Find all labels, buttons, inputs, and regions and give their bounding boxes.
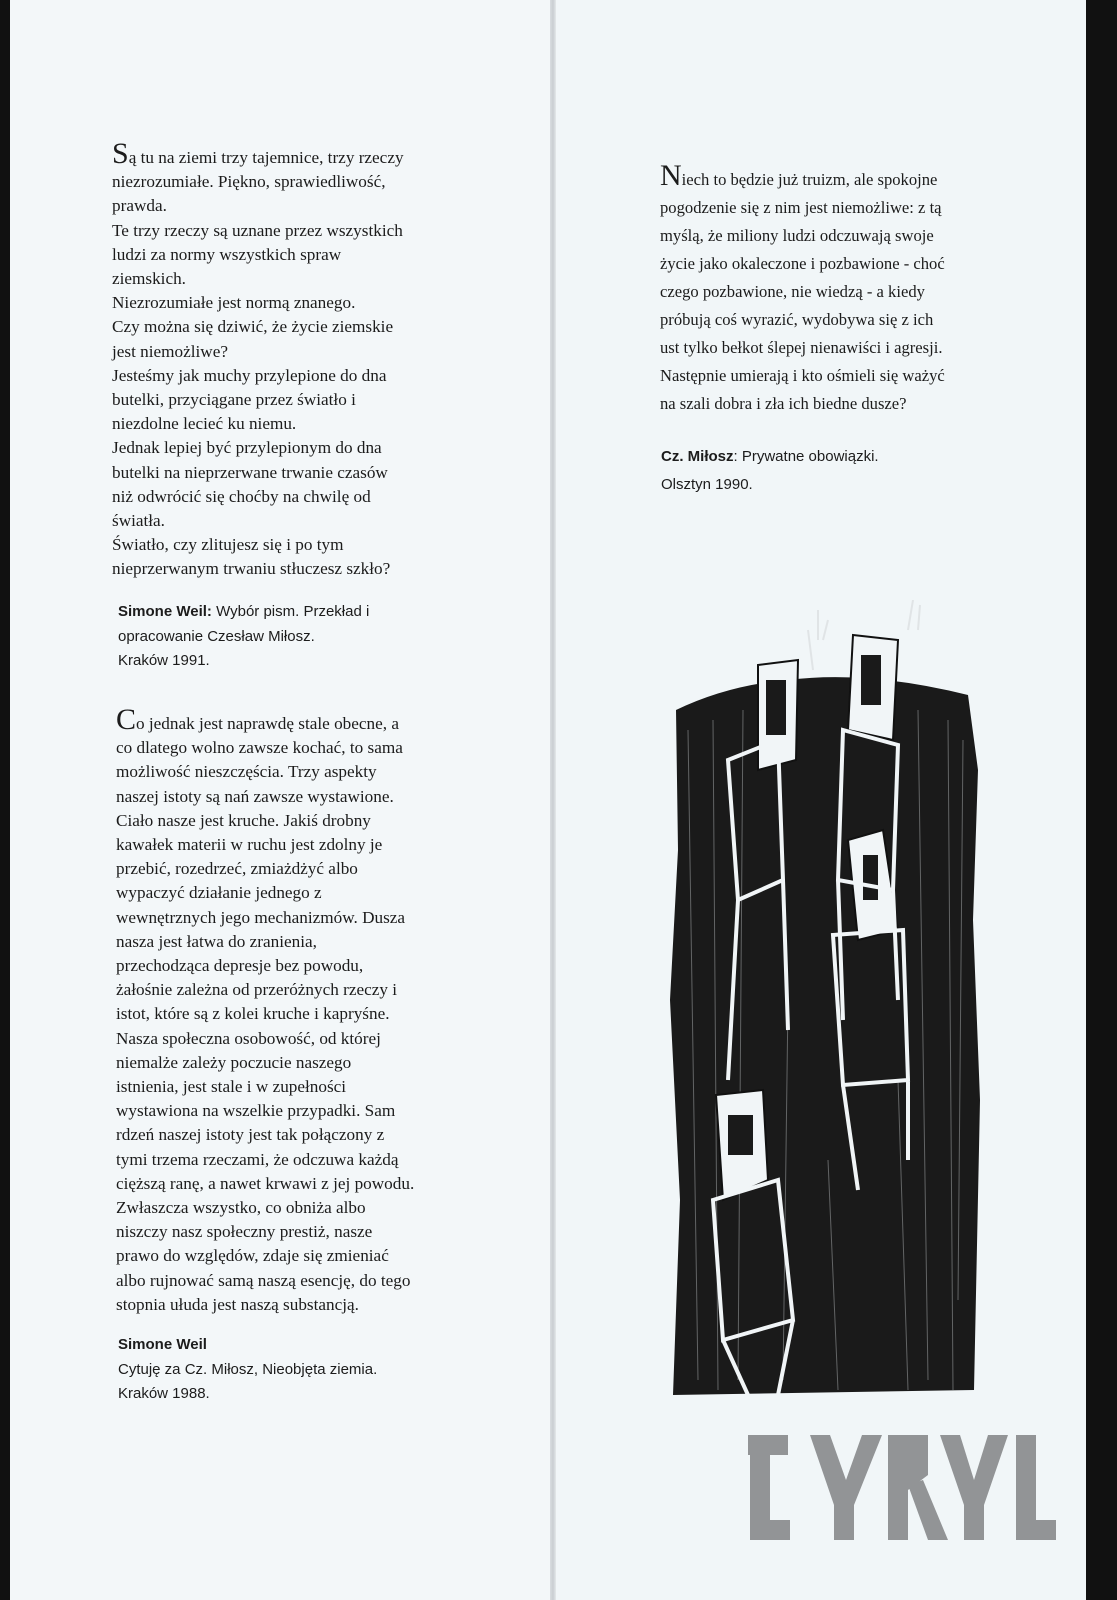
text-line: Następnie umierają i kto ośmieli się ważyć — [660, 366, 945, 385]
text-line — [660, 159, 945, 194]
text-line: istot, które są z kolei kruche i kapryśne. — [116, 1004, 390, 1024]
text-line: próbują coś wyrazić, wydobywa się z ich — [660, 310, 934, 329]
citation-line: Kraków 1991. — [118, 652, 210, 669]
citation-line: opracowanie Czesław Miłosz. — [118, 627, 315, 645]
text-line: przebić, rozedrzeć, zmiażdżyć albo — [116, 859, 358, 879]
text-line: kawałek materii w ruchu jest zdolny je — [116, 835, 383, 855]
citation-milosz — [661, 443, 879, 499]
text-line: możliwość nieszczęścia. Trzy aspekty — [116, 762, 377, 782]
text-line: myślą, że miliony ludzi odczuwają swoje — [660, 226, 934, 245]
citation-author: Simone Weil: — [118, 603, 212, 620]
text-line: niezdolne lecieć ku niemu. — [112, 414, 297, 434]
text-line: wypaczyć działanie jednego z — [116, 883, 322, 903]
text-line: Te trzy rzeczy są uznane przez wszystkich — [112, 220, 403, 240]
citation-weil-2 — [118, 1333, 377, 1407]
text-line: Czy można się dziwić, że życie ziemskie — [112, 317, 394, 337]
text-line: prawda. — [112, 196, 167, 216]
citation-line: Olsztyn 1990. — [661, 476, 753, 493]
drop-cap: N — [660, 159, 682, 192]
text-line: co dlatego wolno zawsze kochać, to sama — [116, 738, 403, 758]
text-line: Zwłaszcza wszystko, co obniża albo — [116, 1198, 366, 1218]
drop-cap: S — [112, 137, 129, 170]
citation-author: Simone Weil — [118, 1336, 207, 1353]
citation-line: Kraków 1988. — [118, 1385, 210, 1402]
text-line: stopnia ułuda jest naszą substancją. — [116, 1294, 359, 1314]
text-line: niż odwrócić się choćby na chwilę od — [112, 486, 371, 506]
text-line: Jednak lepiej być przylepionym do dna — [112, 438, 382, 458]
text-line: życie jako okaleczone i pozbawione - choć — [660, 254, 945, 273]
passage-weil-1 — [112, 137, 404, 582]
text-line: wewnętrznych jego mechanizmów. Dusza — [116, 907, 406, 927]
text-line: albo rujnować samą naszą esencję, do tego — [116, 1270, 411, 1290]
text-line: ludzi za normy wszystkich spraw — [112, 244, 342, 264]
chairs-illustration — [668, 600, 983, 1400]
drop-cap: C — [116, 703, 137, 736]
passage-weil-2 — [116, 703, 415, 1317]
text-line: na szali dobra i zła ich biedne dusze? — [660, 394, 907, 413]
text-line: Światło, czy zlitujesz się i po tym — [112, 535, 344, 555]
text-line: nieprzerwanym trwaniu stłuczesz szkło? — [112, 559, 391, 579]
citation-title: Wybór pism. Przekład i — [211, 603, 370, 620]
text-line: ziemskich. — [112, 269, 186, 289]
passage-milosz — [660, 159, 945, 418]
text-line: tymi trzema rzeczami, że odczuwa każdą — [116, 1149, 399, 1169]
text-line: rdzeń naszej istoty jest tak połączony z — [116, 1125, 385, 1145]
text-line: prawo do względów, zdaje się zmieniać — [116, 1246, 389, 1266]
text-line: naszej istoty są nań zawsze wystawione. — [116, 786, 394, 806]
lyryl-logo — [728, 1395, 1058, 1545]
text-line: ust tylko bełkot ślepej nienawiści i agresji. — [660, 338, 943, 357]
text-line: Niezrozumiałe jest normą znanego. — [112, 293, 356, 313]
text-line-rest: o jednak jest naprawdę stale obecne, a — [136, 714, 399, 733]
text-line — [116, 703, 414, 736]
text-line: cięższą ranę, a nawet krwawi z jej powodu. — [116, 1173, 415, 1193]
text-line: niszczy nasz społeczny prestiż, nasze — [116, 1222, 373, 1242]
text-line-rest: iech to będzie już truizm, ale spokojne — [681, 170, 938, 189]
citation-title: : Prywatne obowiązki. — [733, 448, 879, 465]
text-line: przechodząca depresje bez powodu, — [116, 956, 364, 976]
text-line-rest: ą tu na ziemi trzy tajemnice, trzy rzeczy — [128, 148, 404, 167]
citation-author: Cz. Miłosz — [661, 448, 734, 465]
text-line: Nasza społeczna osobowość, od której — [116, 1028, 381, 1048]
text-line: żałośnie zależna od przeróżnych rzeczy i — [116, 980, 398, 1000]
text-line: czego pozbawione, nie wiedzą - a kiedy — [660, 282, 925, 301]
text-line: butelki na nieprzerwane trwanie czasów — [112, 462, 388, 482]
text-line: wystawiona na wszelkie przypadki. Sam — [116, 1101, 396, 1121]
text-line: jest niemożliwe? — [112, 341, 228, 361]
text-line: niezrozumiałe. Piękno, sprawiedliwość, — [112, 172, 386, 192]
text-line: nasza jest łatwa do zranienia, — [116, 931, 317, 951]
text-line: butelki, przyciągane przez światło i — [112, 390, 356, 410]
citation-weil-1 — [118, 600, 369, 674]
text-line: pogodzenie się z nim jest niemożliwe: z tą — [660, 198, 942, 217]
text-line: istnienia, jest stale i w zupełności — [116, 1077, 347, 1097]
text-line: Ciało nasze jest kruche. Jakiś drobny — [116, 810, 371, 830]
text-line: światła. — [112, 511, 165, 531]
citation-line: Cytuję za Cz. Miłosz, Nieobjęta ziemia. — [118, 1360, 378, 1378]
text-line: niemalże zależy poczucie naszego — [116, 1052, 352, 1072]
text-line — [112, 137, 404, 170]
text-line: Jesteśmy jak muchy przylepione do dna — [112, 365, 387, 385]
